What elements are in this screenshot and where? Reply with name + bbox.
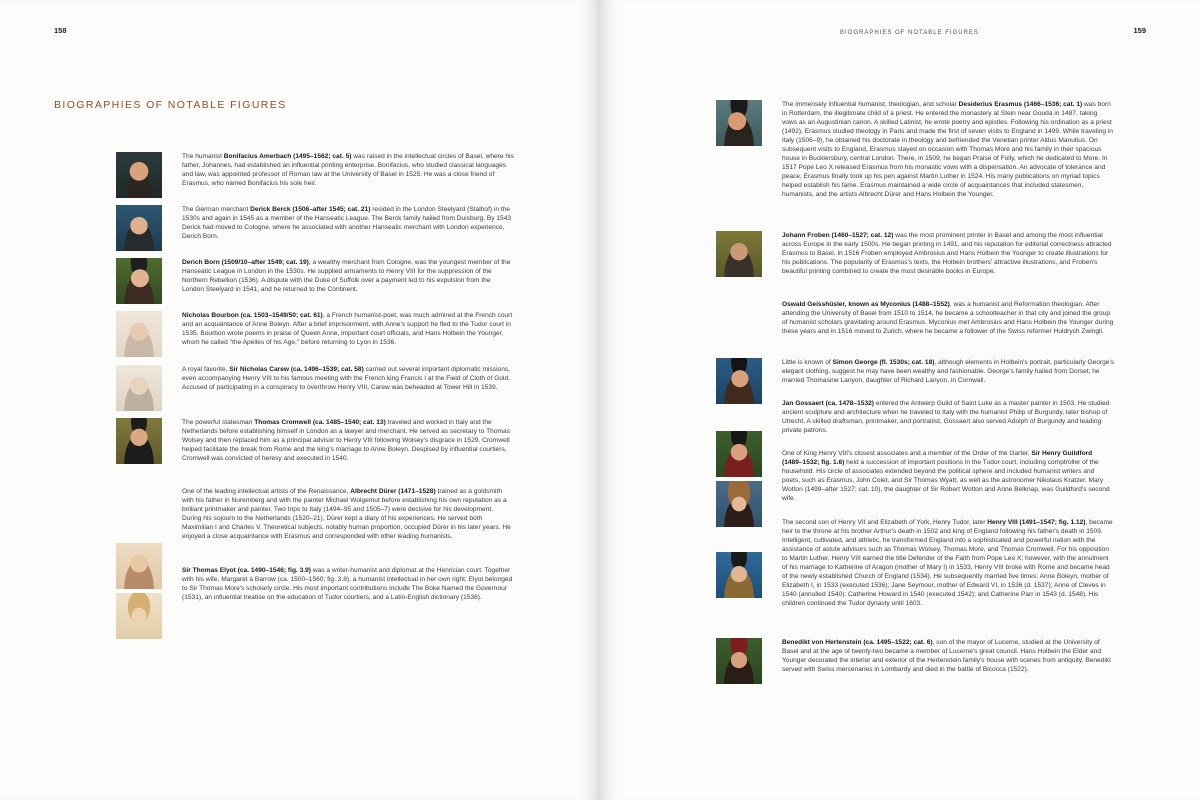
portrait-thumbnail [116,205,162,251]
portrait-thumbnail [116,152,162,198]
portrait-thumbnail [716,638,762,684]
portrait-thumbnail [116,418,162,464]
portrait-thumbnail [116,258,162,304]
bio-entry-cromwell: The powerful statesman Thomas Cromwell (ca. 1485–1540; cat. 13) traveled and worked in Italy and the Netherlands before establishing himself in London as a lawyer and merchant. He served as secretary to Thomas Wolsey and then replaced him as a principal advisor to Henry VIII following Wolsey's disgrace in 1529. Cromwell helped facilitate the break from Rome and the king's marriage to Anne Boleyn. Despised by influential courtiers, Cromwell was convicted of heresy and executed in 1540. [116,418,514,468]
bio-entry-bourbon: Nicholas Bourbon (ca. 1503–1549/50; cat. 61), a French humanist-poet, was much admired at the French court and an acquaintance of Anne Boleyn. After a brief imprisonment, with Anne's support he fled to the Tudor court in 1535. Bourbon wrote poems in praise of Queen Anne, important court officials, and Hans Holbein the Younger, whom he called "the Apelles of his Age," before returning to Lyon in 1536. [116,311,514,361]
bio-entry-berck: The German merchant Derick Berck (1506–after 1545; cat. 21) resided in the London Steelyard (Stalhof) in the 1530s and again in 1545 as a member of the Hanseatic League. The Berck family hailed from Duisburg. By 1543 Derick had moved to Cologne, where he associated with another Hanseatic merchant with London experience, Derich Born. [116,205,514,255]
running-head: BIOGRAPHIES OF NOTABLE FIGURES [840,30,979,36]
portrait-thumbnail [716,100,762,146]
bio-entry-amerbach: The humanist Bonifacius Amerbach (1495–1562; cat. 5) was raised in the intellectual circles of Basel, where his father, Johannes, had established an influential printing enterprise. Bonifacius, who studied classical languages and law, was appointed professor of Roman law at the University of Basel in 1525. He was a close friend of Erasmus, who named Bonifacius his sole heir. [116,152,514,202]
bio-entry-hertenstein: Benedikt von Hertenstein (ca. 1495–1522; cat. 6), son of the mayor of Lucerne, studied at the University of Basel and at the age of twenty-two became a member of Lucerne's great council. Hans Holbein the Elder and Younger decorated the interior and exterior of the Hertenstein family's house with scenes from antiquity. Benedikt served with Swiss mercenaries in Lombardy and died in the battle of Bicocca (1522). [716,638,1114,688]
right-page [600,0,1200,800]
page-number-left: 158 [54,26,67,35]
bio-entry-born: Derich Born (1509/10–after 1549; cat. 19), a wealthy merchant from Cologne, was the youngest member of the Hanseatic League in London in the 1530s. He supplied armaments to Henry VIII for the suppression of the Northern Rebellion (1536). A dispute with the Duke of Suffolk over a payment led to his expulsion from the London Steelyard in 1541, and he returned to the Continent. [116,258,514,308]
portrait-thumbnail [116,543,162,589]
portrait-thumbnail [716,431,762,477]
bio-entry-myconius: Oswald Geisshüsler, known as Myconius (1488–1552), was a humanist and Reformation theologian. After attending the University of Basel from 1510 to 1514, he became a schoolteacher in that city and joined the group of humanist scholars gravitating around Erasmus. Myconius met Ambrosius and Hans Holbein the Younger during these years and in 1516 moved to Zurich, where he became a follower of the Swiss reformer Huldrych Zwingli. [782,301,1114,335]
bio-entry-george: Little is known of Simon George (fl. 1530s; cat. 18), although elements in Holbein's portrait, particularly George's elegant clothing, suggest he may have been wealthy and fashionable. George's family hailed from Dorset; he married Thomasine Lanyon, daughter of Richard Lanyon, in Cornwall. [716,358,1114,408]
bio-entry-gossaert: Jan Gossaert (ca. 1478–1532) entered the Antwerp Guild of Saint Luke as a master painter in 1503. He studied ancient sculpture and architecture when he traveled to Italy with the humanist Philip of Burgundy, later bishop of Utrecht. A skilled draftsman, printmaker, and portraitist, Gossaert also served Adolph of Burgundy and leading private patrons. [782,400,1110,434]
portrait-thumbnail [116,365,162,411]
portrait-thumbnail [116,311,162,357]
bio-entry-erasmus: The immensely influential humanist, theologian, and scholar Desiderius Erasmus (1466–1536; cat. 1) was born in Rotterdam, the illegitimate child of a priest. He entered the monastery at Stein near Gouda in 1487, taking vows as an Augustinian canon. A skilled Latinist, he wrote poetry and epistles. Following his ordination as a priest (1492), Erasmus studied theology in Paris and made the first of seven visits to England in 1499. While traveling in Italy (1506–9), he obtained his doctorate in theology and befriended the Venetian printer Aldus Manutius. On subsequent visits to England, Erasmus stayed on occasion with Thomas More and his family in their spacious house in Bucklersbury, central London. There, in 1509, he began Praise of Folly, which he dedicated to More. In 1517 Pope Leo X released Erasmus from his monastic vows with a dispensation. An advocate of tolerance and peace, Erasmus finally took up his pen against Martin Luther in 1524. His many publications on myriad topics helped establish his fame. Erasmus maintained a wide circle of acquaintances that included statesmen, humanists, and the artists Albrecht Dürer and Hans Holbein the Younger. [716,100,1114,199]
portrait-thumbnail [716,552,762,598]
portrait-thumbnail [116,593,162,639]
portrait-thumbnail [716,358,762,404]
bio-entry-carew: A royal favorite, Sir Nicholas Carew (ca. 1496–1539; cat. 58) carried out several important diplomatic missions, even accompanying Henry VIII to his famous meeting with the French king Francis I at the Field of Cloth of Gold. Accused of participating in a conspiracy to overthrow Henry VIII, Carew was beheaded at Tower Hill in 1539. [116,365,514,415]
bio-entry-froben: Johann Froben (1460–1527; cat. 12) was the most prominent printer in Basel and among the most influential across Europe in the early 1500s. He began printing in 1491, and his reputation for editorial correctness attracted Erasmus to Basel. In 1516 Froben employed Ambrosius and Hans Holbein the Younger to create illustrations for his publications. The popularity of Erasmus's texts, the Holbein brothers' attractive illustrations, and Froben's beautiful printing combined to create the most desirable books in Europe. [716,231,1114,281]
bio-entry-henry-viii: The second son of Henry VII and Elizabeth of York, Henry Tudor, later Henry VIII (1491–1547; fig. 1.12), became heir to the throne at his brother Arthur's death in 1502 and king of England following his father's death in 1509. Intelligent, cultivated, and athletic, he transformed England into a sophisticated and powerful nation with the assistance of astute advisors such as Thomas Wolsey, Thomas More, and Thomas Cromwell. For his opposition to Martin Luther, Henry VIII earned the title Defender of the Faith from Pope Leo X; however, with the annulment of his marriage to Katherine of Aragon (mother of Mary I) in 1533, Henry VIII broke with Rome and became head of the newly established Church of England (1534). He subsequently married five times: Anne Boleyn, mother of Elizabeth I, in 1533 (executed 1536); Jane Seymour, mother of Edward VI, in 1536 (d. 1537); Anne of Cleves in 1540 (annulled 1540); Catherine Howard in 1540 (executed 1542); and Catherine Parr in 1543 (d. 1548). His children continued the Tudor dynasty until 1603. [716,518,1114,608]
page-number-right: 159 [1133,26,1146,35]
portrait-thumbnail [716,231,762,277]
bio-entry-guildford: One of King Henry VIII's closest associates and a member of the Order of the Garter, Sir Henry Guildford (1489–1532; fig. 1.6) held a succession of important positions in the Tudor court, including comptroller of the household. His circle of associates extended beyond the political sphere and included humanist writers and poets, such as Erasmus, John Colet, and Sir Thomas Wyatt, as well as the astronomer Nikolaus Kratzer. Mary Wotton (1499–after 1527; cat. 10), the daughter of Sir Robert Wotton and Anne Belknap, was Guildford's second wife. [716,431,1114,531]
bio-entry-durer: One of the leading intellectual artists of the Renaissance, Albrecht Dürer (1471–1528) trained as a goldsmith with his father in Nuremberg and with the painter Michael Wolgemut before establishing his own reputation as a brilliant printmaker and painter. Two trips to Italy (1494–95 and 1505–7) were decisive for his development. During his sojourn to the Netherlands (1520–21), Dürer kept a diary of his experiences. He served both Maximilian I and Charles V. Theoretical subjects, notably human proportion, occupied Dürer in his later years. He enjoyed a close acquaintance with Erasmus and corresponded with other leading humanists. [182,488,511,540]
bio-entry-elyot: Sir Thomas Elyot (ca. 1490–1546; fig. 3.9) was a writer-humanist and diplomat at the Henrician court. Together with his wife, Margaret à Barrow (ca. 1500–1560; fig. 3.8), a humanist intellectual in her own right, Elyot belonged to Sir Thomas More's scholarly circle. His most important contributions include The Boke Named the Governour (1531), an influential treatise on the education of Tudor courtiers, and a Latin-English dictionary (1538). [116,543,514,643]
section-heading: BIOGRAPHIES OF NOTABLE FIGURES [54,99,287,111]
